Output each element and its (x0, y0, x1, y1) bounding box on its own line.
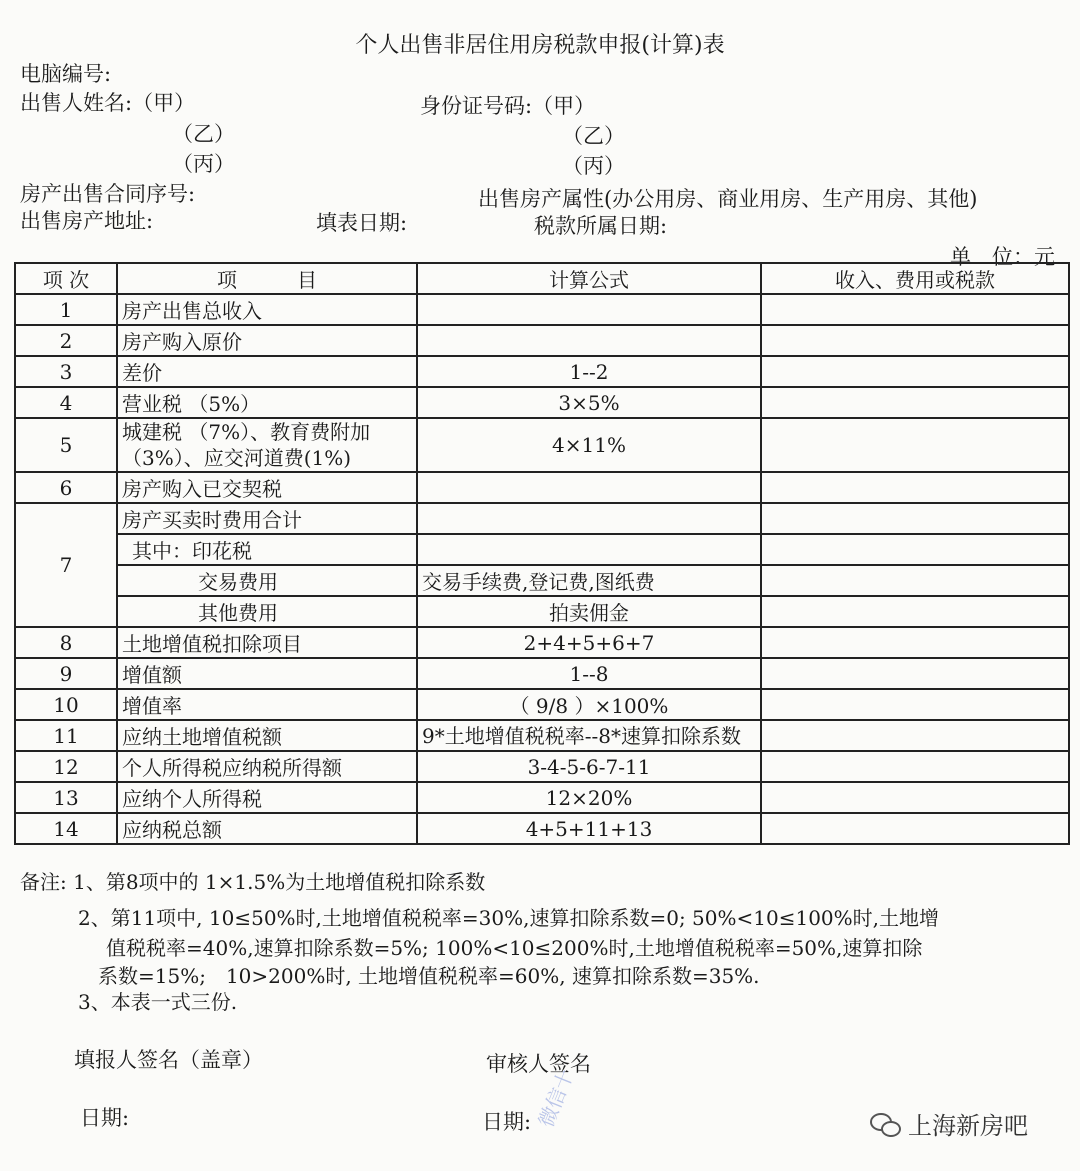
table-row (15, 813, 1069, 844)
row-formula: 交易手续费,登记费,图纸费 (417, 565, 761, 596)
row-item: 交易费用 (117, 565, 417, 596)
col-header-formula: 计算公式 (417, 263, 761, 294)
table-row (15, 294, 1069, 325)
col-header-item: 项 目 (117, 263, 417, 294)
row-amount-cell[interactable] (761, 720, 1069, 751)
filler-signature-label: 填报人签名（盖章） (74, 1048, 263, 1072)
note-2-line-1: 2、第11项中, 10≤50%时,土地增值税税率=30%,速算扣除系数=0; 50%<10≤100%时,土地增 (78, 906, 940, 930)
id-no-label: 身份证号码:（甲） (420, 94, 596, 118)
row-item: 房产买卖时费用合计 (117, 503, 417, 534)
table-row (15, 782, 1069, 813)
row-amount-cell[interactable] (761, 751, 1069, 782)
table-row (15, 325, 1069, 356)
row-item: 其中：印花税 (117, 534, 417, 565)
row-amount-cell[interactable] (761, 534, 1069, 565)
row-item: 应纳税总额 (117, 813, 417, 844)
row-amount-cell[interactable] (761, 325, 1069, 356)
note-3: 3、本表一式三份. (78, 990, 238, 1014)
id-b-label: （乙） (562, 124, 625, 148)
row-no: 4 (15, 387, 117, 418)
row-amount-cell[interactable] (761, 689, 1069, 720)
row-amount-cell[interactable] (761, 596, 1069, 627)
table-row (15, 689, 1069, 720)
row-no: 12 (15, 751, 117, 782)
row-formula (417, 294, 761, 325)
table-row (15, 356, 1069, 387)
row-formula: 3×5% (417, 387, 761, 418)
row-amount-cell[interactable] (761, 472, 1069, 503)
note-2-line-3: 系数=15%; 10>200%时, 土地增值税税率=60%, 速算扣除系数=35%. (98, 964, 760, 988)
row-item: 房产购入原价 (117, 325, 417, 356)
fill-date-label: 填表日期: (316, 211, 408, 235)
row-item: 个人所得税应纳税所得额 (117, 751, 417, 782)
unit-label: 单 位：元 (950, 245, 1055, 269)
row-no: 5 (15, 418, 117, 472)
brand-badge (870, 1106, 1028, 1141)
note-2-line-2: 值税税率=40%,速算扣除系数=5%; 100%<10≤200%时,土地增值税税率=50%,速算扣除 (106, 936, 923, 960)
table-row (15, 503, 1069, 534)
row-item: 房产出售总收入 (117, 294, 417, 325)
table-header-row (15, 263, 1069, 294)
row-amount-cell[interactable] (761, 658, 1069, 689)
brand-name: 上海新房吧 (908, 1112, 1028, 1140)
row-amount-cell[interactable] (761, 565, 1069, 596)
row-formula: 1--2 (417, 356, 761, 387)
row-item: 增值率 (117, 689, 417, 720)
row-item: 差价 (117, 356, 417, 387)
row-no: 3 (15, 356, 117, 387)
wechat-icon (870, 1111, 900, 1137)
table-row (15, 565, 1069, 596)
computer-no-label: 电脑编号: (20, 62, 112, 86)
note-1: 备注: 1、第8项中的 1×1.5%为土地增值税扣除系数 (20, 870, 486, 894)
row-item: 增值额 (117, 658, 417, 689)
row-amount-cell[interactable] (761, 356, 1069, 387)
table-row (15, 596, 1069, 627)
table-row (15, 418, 1069, 472)
tax-table (14, 262, 1070, 845)
row-formula: 3-4-5-6-7-11 (417, 751, 761, 782)
row-formula: 2+4+5+6+7 (417, 627, 761, 658)
row-item: 其他费用 (117, 596, 417, 627)
row-item: 应纳个人所得税 (117, 782, 417, 813)
id-c-label: （丙） (562, 154, 625, 178)
row-formula (417, 325, 761, 356)
table-row (15, 720, 1069, 751)
row-no: 10 (15, 689, 117, 720)
table-row (15, 534, 1069, 565)
row-no: 14 (15, 813, 117, 844)
reviewer-signature-label: 审核人签名 (486, 1052, 591, 1076)
row-formula: 1--8 (417, 658, 761, 689)
date-right-label: 日期: (482, 1110, 532, 1134)
row-item: 营业税 （5%） (117, 387, 417, 418)
tax-period-label: 税款所属日期: (534, 214, 668, 238)
col-header-no: 项 次 (15, 263, 117, 294)
row-amount-cell[interactable] (761, 294, 1069, 325)
table-row (15, 751, 1069, 782)
table-row (15, 387, 1069, 418)
row-amount-cell[interactable] (761, 813, 1069, 844)
table-row (15, 472, 1069, 503)
row-item: 土地增值税扣除项目 (117, 627, 417, 658)
row-item: 应纳土地增值税额 (117, 720, 417, 751)
row-no: 11 (15, 720, 117, 751)
seller-c-label: （丙） (172, 152, 235, 176)
row-no: 13 (15, 782, 117, 813)
row-amount-cell[interactable] (761, 782, 1069, 813)
col-header-amount: 收入、费用或税款 (761, 263, 1069, 294)
row-formula (417, 503, 761, 534)
date-left-label: 日期: (80, 1106, 130, 1130)
row-amount-cell[interactable] (761, 627, 1069, 658)
row-formula: 拍卖佣金 (417, 596, 761, 627)
row-no: 2 (15, 325, 117, 356)
row-amount-cell[interactable] (761, 418, 1069, 472)
table-row (15, 627, 1069, 658)
row-formula: （ 9/8 ）×100% (417, 689, 761, 720)
row-formula: 12×20% (417, 782, 761, 813)
row-item: 城建税 （7%）、教育费附加（3%）、应交河道费(1%) (117, 418, 417, 472)
row-formula (417, 472, 761, 503)
row-formula: 4×11% (417, 418, 761, 472)
table-row (15, 658, 1069, 689)
seller-name-label: 出售人姓名:（甲） (20, 91, 196, 115)
contract-no-label: 房产出售合同序号: (20, 182, 196, 206)
form-title: 个人出售非居住用房税款申报(计算)表 (355, 33, 725, 58)
seller-b-label: （乙） (172, 122, 235, 146)
row-no: 7 (15, 503, 117, 627)
address-label: 出售房产地址: (20, 209, 154, 233)
watermark: 微信十 (533, 1065, 579, 1131)
row-amount-cell[interactable] (761, 503, 1069, 534)
row-formula: 9*土地增值税税率--8*速算扣除系数 (417, 720, 761, 751)
row-formula: 4+5+11+13 (417, 813, 761, 844)
row-item: 房产购入已交契税 (117, 472, 417, 503)
row-formula (417, 534, 761, 565)
row-no: 1 (15, 294, 117, 325)
row-no: 6 (15, 472, 117, 503)
row-no: 8 (15, 627, 117, 658)
property-type-label: 出售房产属性(办公用房、商业用房、生产用房、其他) (478, 187, 978, 211)
row-no: 9 (15, 658, 117, 689)
row-amount-cell[interactable] (761, 387, 1069, 418)
